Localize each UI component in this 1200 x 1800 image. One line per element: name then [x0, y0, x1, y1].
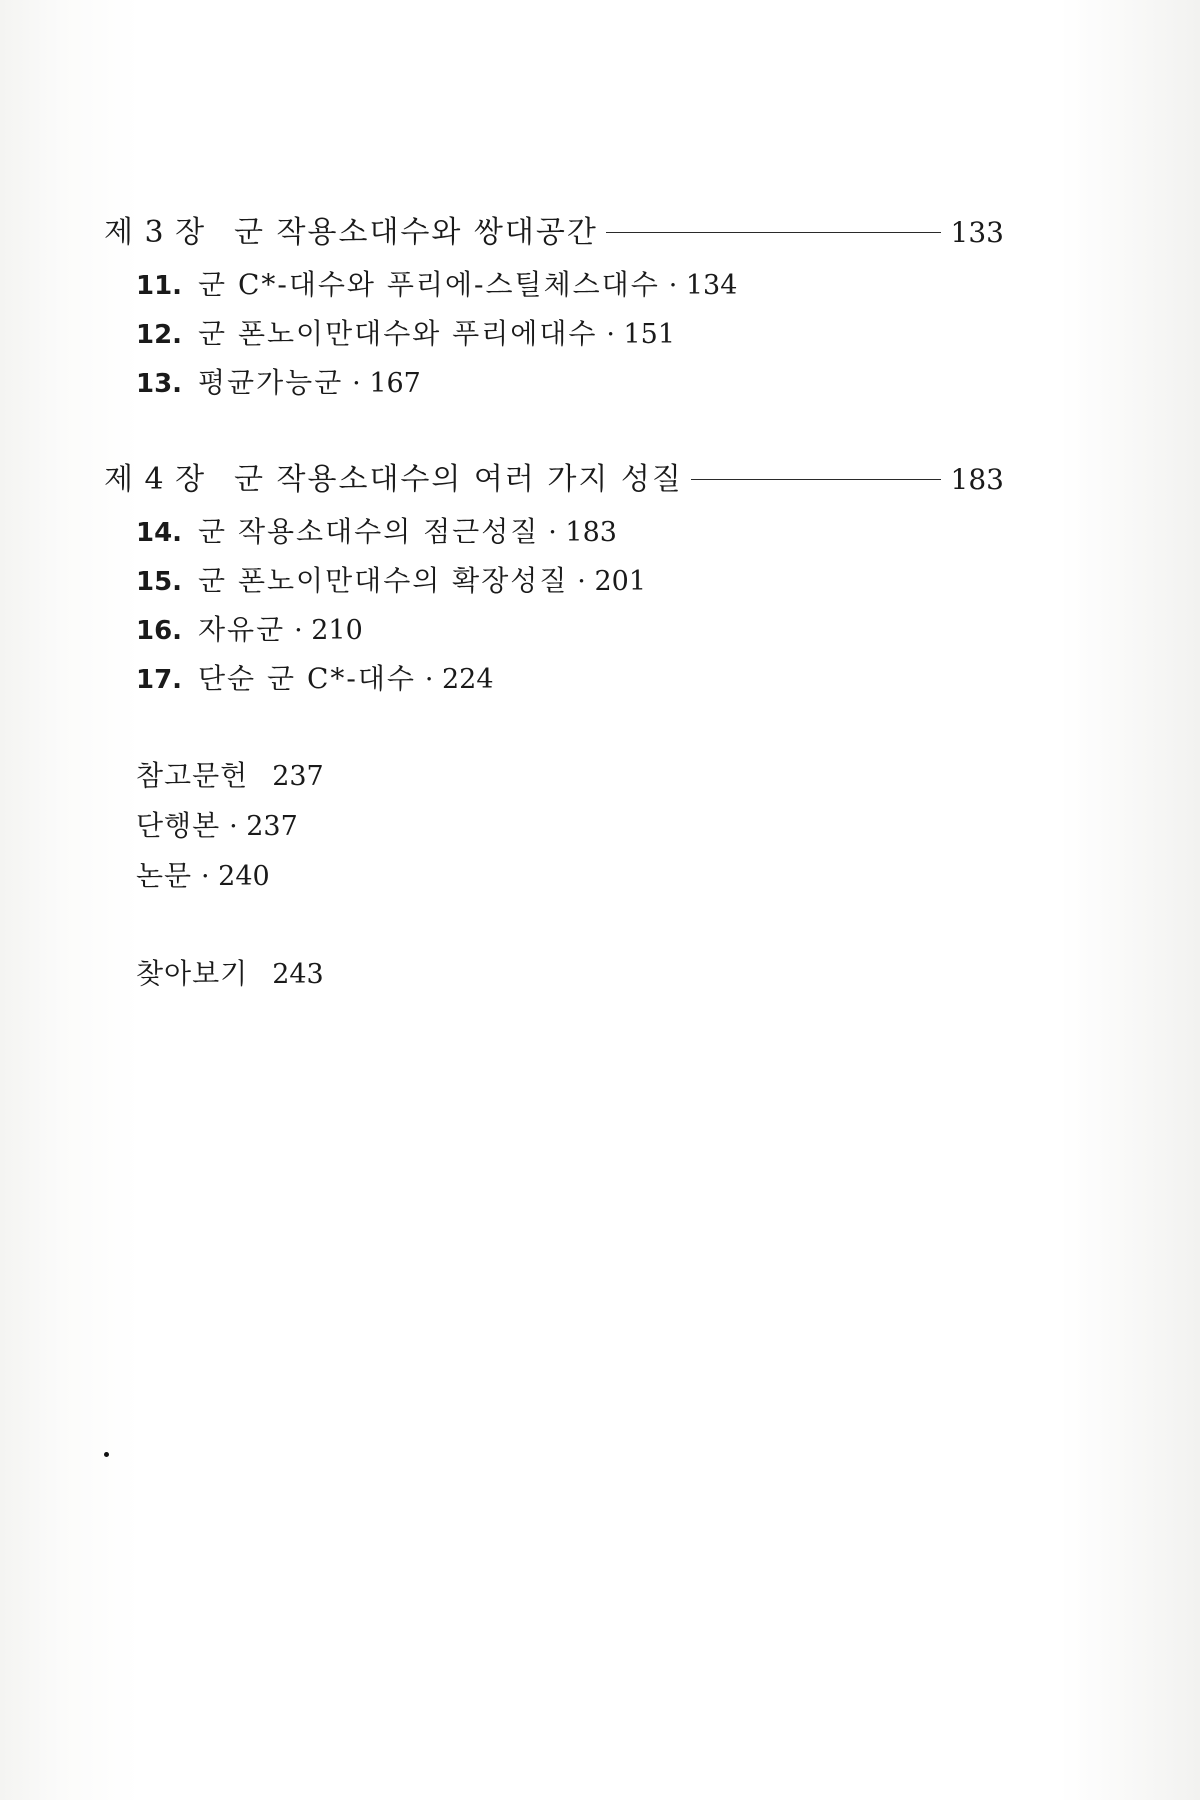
index-title: 찾아보기: [136, 957, 249, 990]
section-title: 군 작용소대수의 점근성질: [198, 515, 540, 548]
spacer: [136, 901, 1104, 949]
toc-entry: [136, 605, 1104, 654]
scan-speck: [104, 1452, 109, 1457]
chapter-3-sections: [136, 260, 1104, 407]
toc-entry: [136, 507, 1104, 556]
section-title: 단순 군 C*-대수: [198, 662, 416, 695]
section-page: · 201: [577, 566, 646, 597]
toc-entry: [136, 309, 1104, 358]
section-page: · 151: [606, 319, 676, 350]
backmatter: [136, 751, 1104, 999]
spacer: [104, 407, 1104, 457]
papers-entry: [136, 851, 1104, 901]
leader-line: [691, 479, 941, 480]
index-page: 243: [272, 959, 324, 990]
chapter-label: 제 3 장: [104, 215, 206, 250]
section-number: 15.: [136, 567, 183, 597]
books-title: 단행본: [136, 809, 221, 842]
chapter-label: 제 4 장: [104, 462, 206, 497]
toc-entry: [136, 358, 1104, 407]
section-number: 12.: [136, 320, 183, 350]
index-entry: [136, 949, 1104, 999]
papers-page: · 240: [201, 861, 270, 892]
toc-entry: [136, 556, 1104, 605]
chapter-page: 133: [950, 216, 1004, 249]
table-of-contents: [104, 210, 1104, 999]
references-page: 237: [272, 761, 324, 792]
section-number: 16.: [136, 616, 183, 646]
chapter-4-heading: [104, 457, 1104, 503]
section-number: 17.: [136, 665, 183, 695]
section-page: · 183: [548, 517, 617, 548]
section-title: 군 폰노이만대수의 확장성질: [198, 564, 569, 597]
references-entry: [136, 751, 1104, 801]
toc-entry: [136, 260, 1104, 309]
papers-title: 논문: [136, 859, 193, 892]
section-page: · 134: [668, 270, 738, 301]
chapter-4-sections: [136, 507, 1104, 703]
chapter-page: 183: [950, 463, 1004, 496]
section-title: 군 폰노이만대수와 푸리에대수: [198, 317, 598, 350]
section-title: 평균가능군: [198, 366, 344, 399]
references-title: 참고문헌: [136, 759, 249, 792]
section-title: 군 C*-대수와 푸리에-스틸체스대수: [198, 268, 660, 301]
books-entry: [136, 801, 1104, 851]
toc-entry: [136, 654, 1104, 703]
section-number: 13.: [136, 369, 183, 399]
section-page: · 210: [294, 615, 363, 646]
leader-line: [606, 232, 941, 233]
books-page: · 237: [229, 811, 298, 842]
spacer: [104, 703, 1104, 751]
section-page: · 167: [352, 368, 421, 399]
section-number: 14.: [136, 518, 183, 548]
chapter-3-heading: [104, 210, 1104, 256]
section-page: · 224: [424, 664, 494, 695]
chapter-title: 군 작용소대수의 여러 가지 성질: [234, 462, 683, 497]
chapter-title: 군 작용소대수와 쌍대공간: [234, 215, 598, 250]
section-number: 11.: [136, 271, 183, 301]
section-title: 자유군: [198, 613, 286, 646]
